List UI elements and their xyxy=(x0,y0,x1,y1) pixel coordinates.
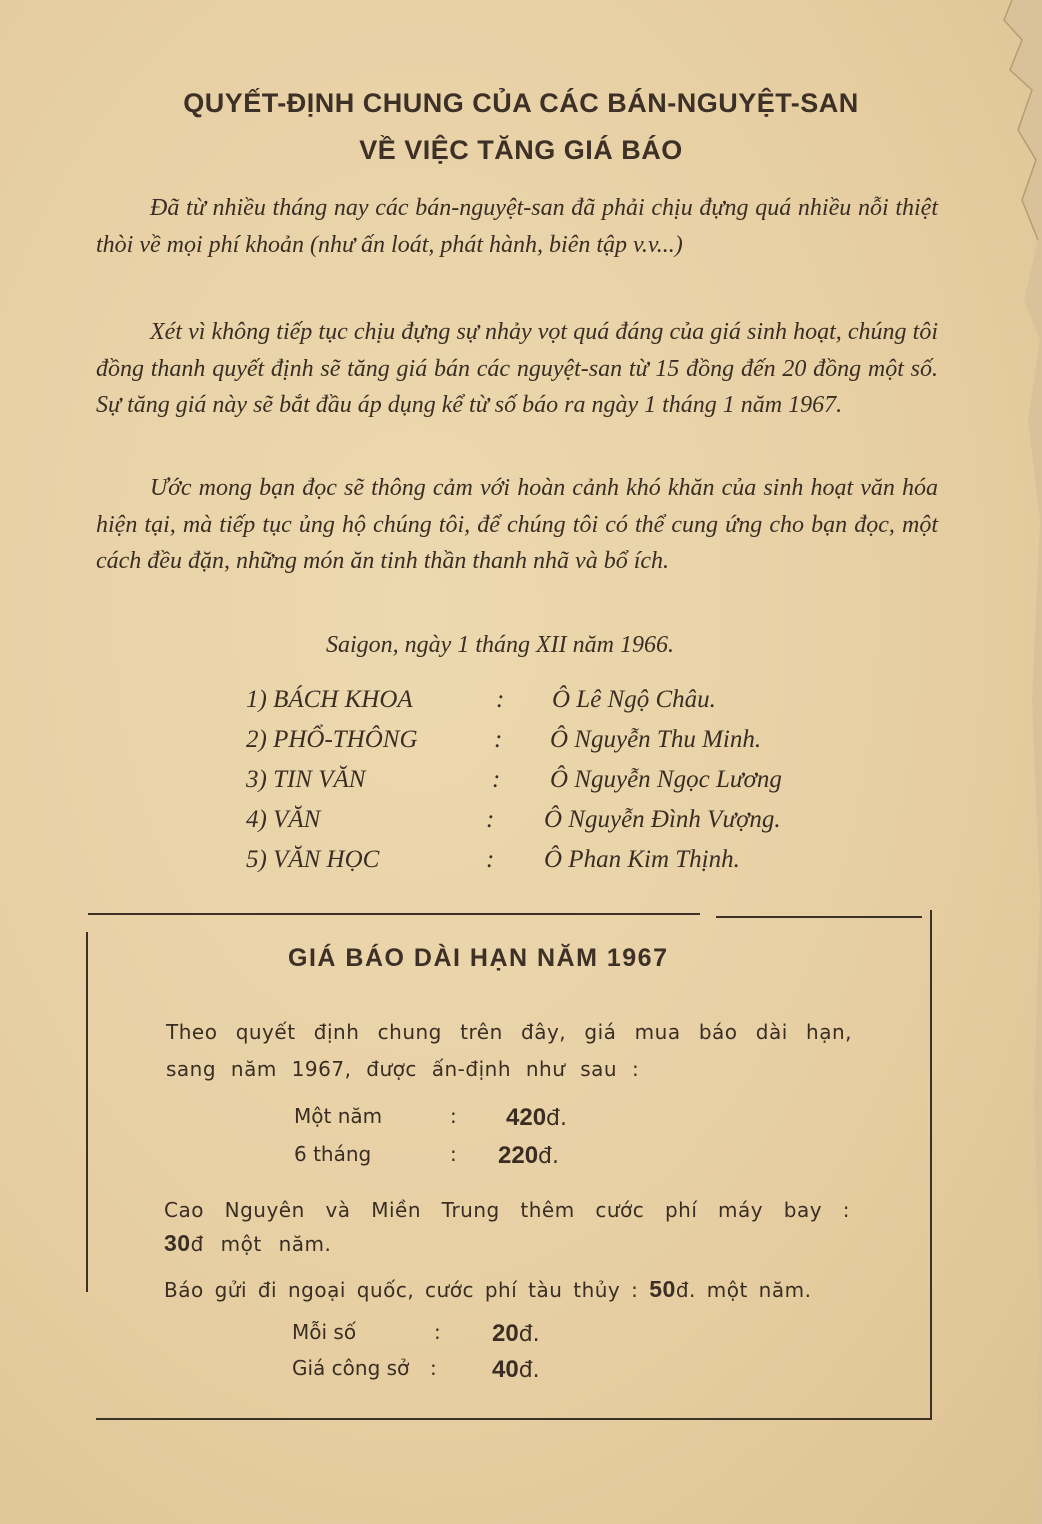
signatory-colon: : xyxy=(492,766,501,793)
heading-line-1: QUYẾT-ĐỊNH CHUNG CỦA CÁC BÁN-NGUYỆT-SAN xyxy=(183,88,859,118)
paragraph-1: Đã từ nhiều tháng nay các bán-nguyệt-san đã phải chịu đựng quá nhiều nỗi thiệt thòi về mọi phí khoản (như ấn loát, phát hành, biên tập v.v...) xyxy=(96,195,938,258)
airmail-amount: 30 xyxy=(164,1230,191,1256)
price-value xyxy=(506,1104,567,1132)
overseas-shipping xyxy=(164,1276,864,1303)
place-date: Saigon, ngày 1 tháng XII năm 1966. xyxy=(326,632,674,658)
price-colon: : xyxy=(450,1104,457,1128)
signatory-magazine: 2) PHỔ-THÔNG xyxy=(246,726,418,753)
signatory-name: Ô Nguyễn Ngọc Lương xyxy=(550,766,782,793)
paragraph-3: Ước mong bạn đọc sẽ thông cảm với hoàn cảnh khó khăn của sinh hoạt văn hóa hiện tại, mà tiếp tục ủng hộ chúng tôi, để chúng tôi có thể cung ứng cho bạn đọc, một cách đều đặn, những món ăn tinh thần thanh nhã và bổ ích. xyxy=(96,475,938,574)
price-value xyxy=(492,1320,540,1348)
price-amount: 220 xyxy=(498,1142,539,1169)
box-bottom-rule xyxy=(96,1418,930,1420)
airmail-text: Cao Nguyên và Miền Trung thêm cước phí máy bay : xyxy=(164,1198,850,1222)
subscription-title: GIÁ BÁO DÀI HẠN NĂM 1967 xyxy=(288,944,669,972)
price-amount: 40 xyxy=(492,1356,519,1383)
shipping-text: Báo gửi đi ngoại quốc, cước phí tàu thủy : xyxy=(164,1278,639,1302)
single-price-row xyxy=(292,1356,592,1392)
shipping-amount: 50 xyxy=(649,1276,676,1302)
signatory-magazine: 1) BÁCH KHOA xyxy=(246,686,413,713)
signatory-colon: : xyxy=(494,726,503,753)
price-value xyxy=(498,1142,559,1170)
signatory-colon: : xyxy=(496,686,505,713)
price-unit: đ. xyxy=(518,1322,540,1347)
price-value xyxy=(492,1356,540,1384)
price-label: Mỗi số xyxy=(292,1320,357,1344)
airmail-unit: đ một năm. xyxy=(190,1232,332,1256)
price-label: Một năm xyxy=(294,1104,383,1128)
airmail-surcharge xyxy=(164,1194,850,1261)
box-right-rule xyxy=(930,910,932,1420)
torn-paper-edge xyxy=(952,0,1042,1524)
single-price-row xyxy=(292,1320,592,1356)
price-row xyxy=(294,1104,614,1140)
price-label: 6 tháng xyxy=(294,1142,372,1166)
heading-line-2: VỀ VIỆC TĂNG GIÁ BÁO xyxy=(359,135,683,165)
signatory-colon: : xyxy=(486,806,495,833)
signatory-magazine: 3) TIN VĂN xyxy=(246,766,366,793)
paragraph-2: Xét vì không tiếp tục chịu đựng sự nhảy vọt quá đáng của giá sinh hoạt, chúng tôi đồng thanh quyết định sẽ tăng giá bán các nguyệt-san từ 15 đồng đến 20 đồng một số. Sự tăng giá này sẽ bắt đầu áp dụng kể từ số báo ra ngày 1 tháng 1 năm 1967. xyxy=(96,319,938,418)
signatory-colon: : xyxy=(486,846,495,873)
signatory-name: Ô Nguyễn Thu Minh. xyxy=(550,726,762,753)
box-top-rule-right xyxy=(716,916,922,918)
price-unit: đ. xyxy=(518,1358,540,1383)
shipping-unit: đ. một năm. xyxy=(675,1278,812,1302)
price-amount: 420 xyxy=(506,1104,547,1131)
price-amount: 20 xyxy=(492,1320,519,1347)
price-colon: : xyxy=(434,1320,441,1344)
box-top-rule xyxy=(88,913,700,915)
signatory-name: Ô Phan Kim Thịnh. xyxy=(544,846,740,873)
price-colon: : xyxy=(450,1142,457,1166)
box-left-rule xyxy=(86,932,88,1292)
subscription-intro: Theo quyết định chung trên đây, giá mua báo dài hạn, sang năm 1967, được ấn-định như sau : xyxy=(166,1020,852,1081)
signatory-magazine: 4) VĂN xyxy=(246,806,321,833)
signatory-name: Ô Lê Ngộ Châu. xyxy=(552,686,716,713)
signatory-name: Ô Nguyễn Đình Vượng. xyxy=(544,806,781,833)
price-unit: đ. xyxy=(538,1144,560,1169)
price-label: Giá công sở xyxy=(292,1356,410,1380)
price-colon: : xyxy=(430,1356,437,1380)
signatory-magazine: 5) VĂN HỌC xyxy=(246,846,380,873)
price-unit: đ. xyxy=(546,1106,568,1131)
price-row xyxy=(294,1142,614,1178)
